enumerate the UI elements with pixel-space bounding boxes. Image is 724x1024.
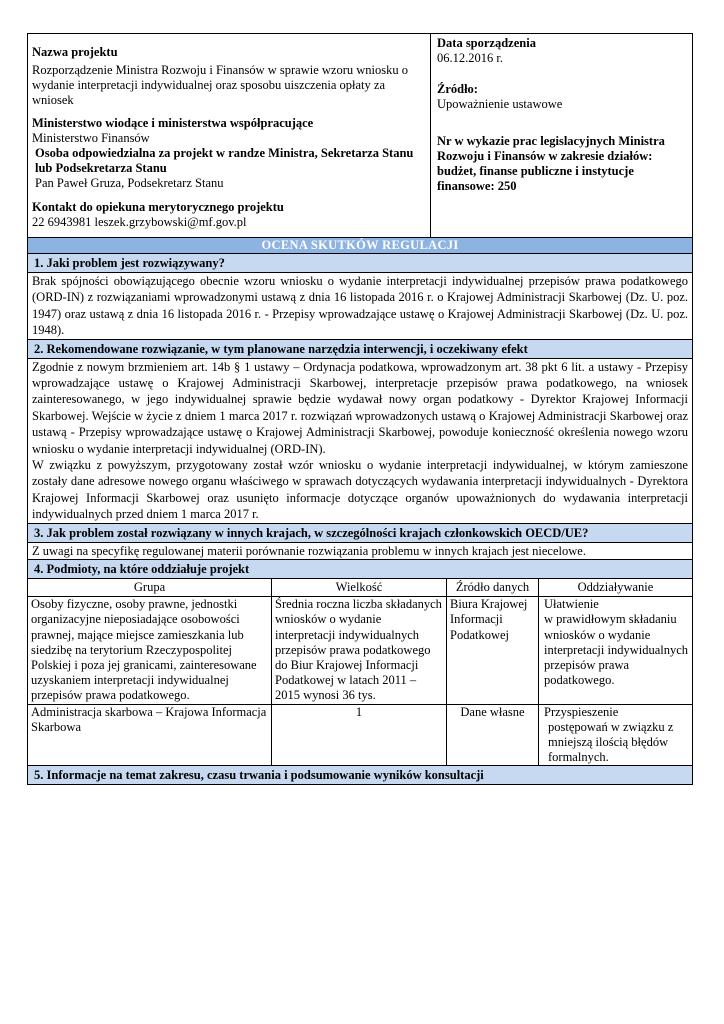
section-1-text: Brak spójności obowiązującego obecnie wzoru wniosku o wydanie interpretacji indywidualnej przepisów prawa podatkowego (ORD-IN) z rozwiązaniami wprowadzonymi ustawą z dnia 16 listopada 2016 r. o Krajowej Administracji Skarbowej (Dz. U. poz. 1947) oraz ustawą z dnia 16 listopada 2016 r. - Przepisy wprowadzające ustawę o Krajowej Administracji Skarbowej (Dz. U. poz. 1948). [28, 273, 692, 340]
ministry-label: Ministerstwo wiodące i ministerstwa współpracujące [32, 116, 314, 130]
osr-form [27, 33, 693, 785]
section-2-title: 2. Rekomendowane rozwiązanie, w tym planowane narzędzia interwencji, i oczekiwany efekt [28, 340, 692, 359]
table-cell-oddzialywanie [539, 705, 692, 766]
oddzialywanie-line-2: w prawidłowym składaniu wniosków o wydanie interpretacji indywidualnych przepisów prawa podatkowego. [544, 612, 689, 688]
contact-label: Kontakt do opiekuna merytorycznego projektu [32, 200, 284, 214]
table-cell-zrodlo: Dane własne [447, 705, 539, 766]
osr-banner: OCENA SKUTKÓW REGULACJI [28, 238, 692, 254]
project-meta [431, 34, 692, 237]
table-header-wielkosc: Wielkość [272, 579, 447, 597]
header-block [28, 34, 692, 238]
table-header-oddzialywanie: Oddziaływanie [539, 579, 692, 597]
section-1-title: 1. Jaki problem jest rozwiązywany? [28, 254, 692, 273]
project-name-text: Rozporządzenie Ministra Rozwoju i Finansów w sprawie wzoru wniosku o wydanie interpretacji indywidualnej oraz sposobu uiszczenia opłaty za wniosek [32, 63, 408, 107]
person-label: Osoba odpowiedzialna za projekt w randze Ministra, Sekretarza Stanu lub Podsekretarza Stanu [35, 146, 414, 175]
table-cell-grupa: Administracja skarbowa – Krajowa Informacja Skarbowa [28, 705, 272, 766]
date-value: 06.12.2016 r. [437, 51, 503, 65]
table-cell-wielkosc: Średnia roczna liczba składanych wniosków o wydanie interpretacji indywidualnych przepisów prawa podatkowego do Biur Krajowej Informacji Podatkowej w latach 2011 – 2015 wynosi 36 tys. [272, 597, 447, 704]
table-cell-wielkosc: 1 [272, 705, 447, 766]
project-name-label: Nazwa projektu [32, 45, 118, 59]
table-cell-grupa: Osoby fizyczne, osoby prawne, jednostki organizacyjne nieposiadające osobowości prawnej, mające miejsce zamieszkania lub siedzibę na terytorium Rzeczypospolitej Polskiej i poza jej granicami, zainteresowane uzyskaniem interpretacji indywidualnej przepisów prawa podatkowego. [28, 597, 272, 704]
section-2-text [28, 359, 692, 524]
table-cell-zrodlo: Biura Krajowej Informacji Podatkowej [447, 597, 539, 704]
stakeholders-table [28, 579, 692, 766]
ministry-value: Ministerstwo Finansów [32, 131, 150, 145]
section-3-title: 3. Jak problem został rozwiązany w innych krajach, w szczególności krajach członkowskich OECD/UE? [28, 524, 692, 543]
oddzialywanie-line-2: postępowań w związku z mniejszą ilością błędów formalnych. [548, 719, 674, 765]
section-2-paragraph-2: W związku z powyższym, przygotowany został wzór wniosku o wydanie interpretacji indywidualnej, w którym zamieszone zostały dane adresowe nowego organu właściwego w sprawach dotyczących wydawania interpretacji indywidualnych - Dyrektora Krajowej Informacji Skarbowej oraz usunięto informacje dotyczące organów upoważnionych do wydawania interpretacji indywidualnych przed dniem 1 marca 2017 r. [32, 458, 688, 522]
section-4-title: 4. Podmioty, na które oddziałuje projekt [28, 560, 692, 579]
source-value: Upoważnienie ustawowe [437, 97, 563, 111]
section-2-paragraph-1: Zgodnie z nowym brzmieniem art. 14b § 1 ustawy – Ordynacja podatkowa, wprowadzonym art. 38 pkt 6 lit. a ustawy - Przepisy wprowadzające ustawę o Krajowej Administracji Skarbowej, interpretacje przepisów prawa podatkowego, na wniosek zainteresowanego, w jego indywidualnej sprawie będzie wydawał nowy organ podatkowy - Dyrektor Krajowej Informacji Skarbowej. Wejście w życie z dniem 1 marca 2017 r. rozwiązań wprowadzonych ustawą o Krajowej Administracji Skarbowej oraz ustawą - Przepisy wprowadzające ustawę o Krajowej Administracji Skarbowej, powoduje konieczność określenia nowego wzoru wniosku o wydanie interpretacji indywidualnej (ORD-IN). [32, 359, 688, 456]
project-info [28, 34, 431, 237]
table-header-grupa: Grupa [28, 579, 272, 597]
section-3-text: Z uwagi na specyfikę regulowanej materii porównanie rozwiązania problemu w innych krajach jest niecelowe. [28, 543, 692, 560]
person-value: Pan Paweł Gruza, Podsekretarz Stanu [35, 176, 224, 190]
section-5-title: 5. Informacje na temat zakresu, czasu trwania i podsumowanie wyników konsultacji [28, 766, 692, 784]
legislative-list-label: Nr w wykazie prac legislacyjnych Ministra Rozwoju i Finansów w zakresie działów: budżet, finanse publiczne i instytucje finansowe: 250 [437, 134, 665, 193]
oddzialywanie-line-1: Ułatwienie [544, 597, 599, 612]
table-cell-oddzialywanie [539, 597, 692, 704]
oddzialywanie-line-1: Przyspieszenie [544, 704, 619, 719]
date-label: Data sporządzenia [437, 36, 536, 50]
contact-value: 22 6943981 leszek.grzybowski@mf.gov.pl [32, 215, 247, 229]
table-header-zrodlo: Źródło danych [447, 579, 539, 597]
source-label: Źródło: [437, 82, 478, 96]
